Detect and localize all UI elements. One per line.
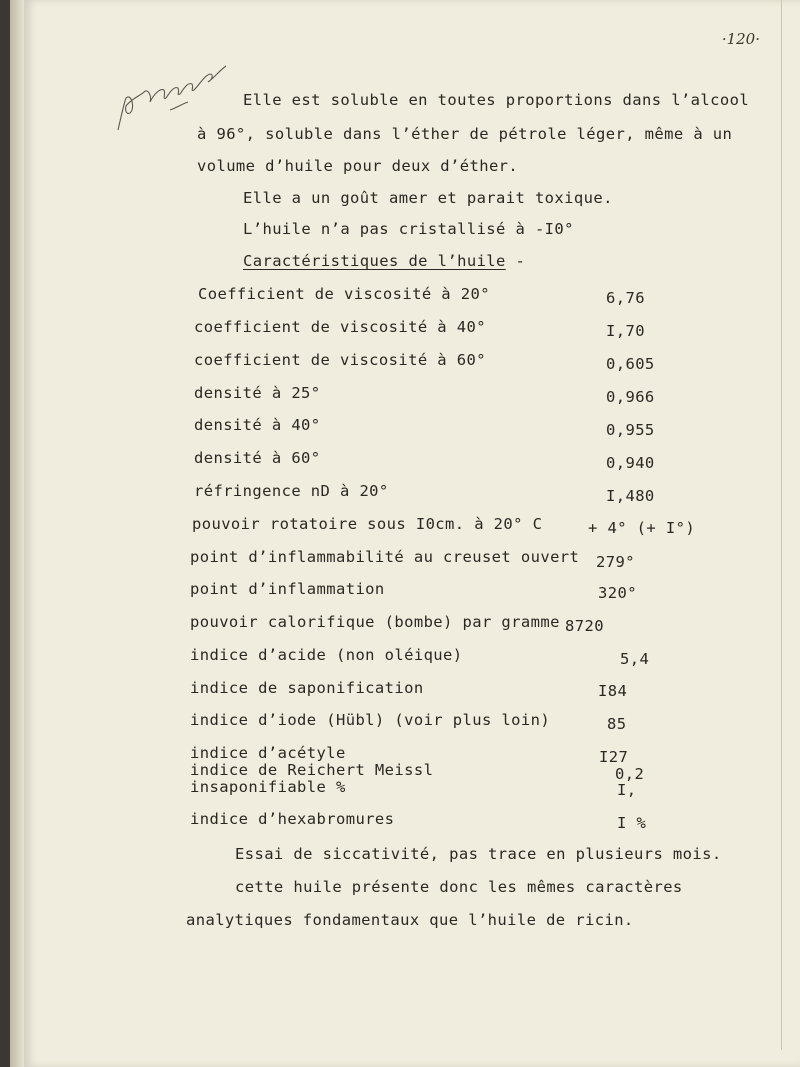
- property-value: I,: [617, 781, 637, 799]
- property-label: coefficient de viscosité à 60°: [194, 351, 486, 369]
- property-value: I,480: [606, 487, 655, 505]
- section-heading-text: Caractéristiques de l’huile: [243, 252, 506, 270]
- section-heading-dash: -: [505, 252, 526, 270]
- property-value: 0,966: [606, 388, 655, 406]
- intro-line-4: Elle a un goût amer et parait toxique.: [243, 189, 613, 207]
- property-label: densité à 60°: [194, 449, 321, 467]
- property-value: 0,955: [606, 421, 655, 439]
- property-value: 85: [607, 715, 627, 733]
- property-label: pouvoir calorifique (bombe) par gramme: [190, 613, 560, 631]
- page-edge: [781, 0, 782, 1050]
- property-value: 279°: [596, 553, 635, 571]
- property-label: indice de saponification: [190, 679, 424, 697]
- closing-line-2: cette huile présente donc les mêmes caractères: [235, 878, 683, 896]
- property-value: 8720: [565, 617, 604, 635]
- property-value: + 4° (+ I°): [588, 519, 696, 537]
- property-value: 6,76: [606, 289, 645, 307]
- property-value: I,70: [606, 322, 645, 340]
- property-label: point d’inflammation: [190, 580, 385, 598]
- intro-line-1: Elle est soluble en toutes proportions dans l’alcool: [243, 91, 750, 109]
- property-label: réfringence nD à 20°: [194, 482, 389, 500]
- intro-line-2: à 96°, soluble dans l’éther de pétrole léger, même à un: [197, 125, 733, 143]
- property-value: 0,2: [615, 765, 645, 783]
- property-label: indice d’hexabromures: [190, 810, 395, 828]
- property-label: indice d’acide (non oléique): [190, 646, 463, 664]
- intro-line-5: L’huile n’a pas cristallisé à -I0°: [243, 220, 574, 238]
- property-value: I %: [617, 814, 647, 832]
- property-label: coefficient de viscosité à 40°: [194, 318, 486, 336]
- property-label: point d’inflammabilité au creuset ouvert: [190, 548, 580, 566]
- property-label: insaponifiable %: [190, 778, 346, 796]
- property-label: indice de Reichert Meissl: [190, 761, 434, 779]
- property-label: densité à 25°: [194, 384, 321, 402]
- property-label: indice d’iode (Hübl) (voir plus loin): [190, 711, 551, 729]
- property-value: 0,940: [606, 454, 655, 472]
- book-binding: [0, 0, 10, 1067]
- closing-line-1: Essai de siccativité, pas trace en plusieurs mois.: [235, 845, 722, 863]
- property-value: 5,4: [620, 650, 650, 668]
- intro-line-3: volume d’huile pour deux d’éther.: [197, 157, 519, 175]
- property-value: 320°: [598, 584, 637, 602]
- document-page: [24, 0, 800, 1067]
- closing-line-3: analytiques fondamentaux que l’huile de ricin.: [186, 911, 634, 929]
- property-label: Coefficient de viscosité à 20°: [198, 285, 490, 303]
- property-value: 0,605: [606, 355, 655, 373]
- page-number: ·120·: [721, 30, 760, 48]
- property-value: I27: [599, 748, 629, 766]
- property-label: pouvoir rotatoire sous I0cm. à 20° C: [192, 515, 543, 533]
- property-label: indice d’acétyle: [190, 744, 346, 762]
- property-value: I84: [598, 682, 628, 700]
- section-heading: [243, 252, 525, 270]
- property-label: densité à 40°: [194, 416, 321, 434]
